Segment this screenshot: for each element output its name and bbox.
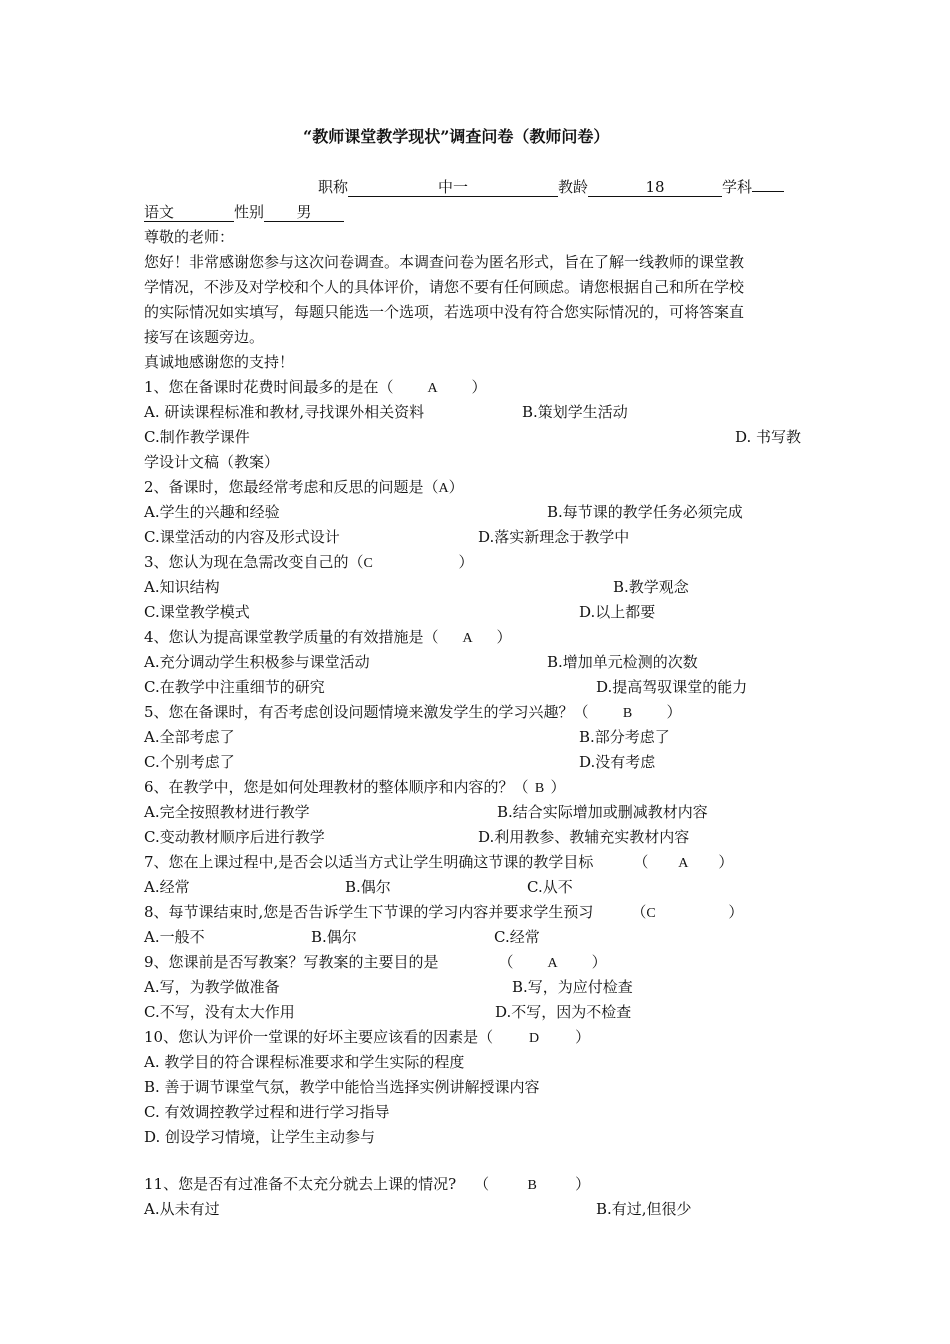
question-7 — [144, 852, 733, 874]
option-d: D. 书写教 — [735, 428, 802, 446]
close-paren: ） — [575, 1028, 591, 1046]
teacher-info-line-2 — [144, 202, 344, 222]
question-text: 3、您认为现在急需改变自己的（ — [144, 553, 364, 571]
question-11 — [144, 1174, 590, 1196]
option-c: C.不写，没有太大作用 — [144, 1003, 295, 1021]
option-a: A.知识结构 — [144, 578, 220, 596]
answer-field[interactable]: C — [646, 906, 656, 921]
option-a: A.完全按照教材进行教学 — [144, 803, 310, 821]
question-text: 4、您认为提高课堂教学质量的有效措施是（ — [144, 628, 439, 646]
years-field[interactable]: 18 — [588, 178, 722, 197]
option-c: C.制作教学课件 — [144, 428, 250, 446]
option-c: C.课堂教学模式 — [144, 603, 250, 621]
subject-label: 学科 — [722, 178, 753, 196]
intro-line: 的实际情况如实填写，每题只能选一个选项，若选项中没有符合您实际情况的，可将答案直 — [144, 303, 745, 321]
gender-field[interactable]: 男 — [264, 203, 344, 222]
open-paren: （ — [474, 1175, 490, 1193]
question-6 — [144, 777, 566, 799]
answer-field[interactable]: C — [363, 556, 373, 571]
option-c: C.经常 — [494, 928, 540, 946]
years-label: 教龄 — [558, 178, 589, 196]
answer-field[interactable]: A — [462, 631, 473, 646]
option-d: D.提高驾驭课堂的能力 — [596, 678, 748, 696]
option-b: B.部分考虑了 — [579, 728, 670, 746]
question-text: 11、您是否有过准备不太充分就去上课的情况? — [144, 1175, 457, 1193]
option-a: A.写，为教学做准备 — [144, 978, 280, 996]
option-a: A. 研读课程标准和教材,寻找课外相关资料 — [144, 403, 425, 421]
greeting: 尊敬的老师： — [144, 228, 235, 246]
answer-field[interactable]: B — [534, 781, 545, 796]
close-paren: ） — [728, 903, 744, 921]
option-b: B.偶尔 — [311, 928, 357, 946]
teacher-info-line-1 — [318, 177, 784, 197]
answer-field[interactable]: A — [547, 956, 558, 971]
question-2 — [144, 477, 464, 499]
answer-field[interactable]: A — [438, 481, 449, 496]
option-a: A.学生的兴趣和经验 — [144, 503, 280, 521]
question-text: 5、您在备课时，有否考虑创设问题情境来激发学生的学习兴趣？（ — [144, 703, 589, 721]
question-10 — [144, 1027, 590, 1049]
answer-field[interactable]: D — [529, 1031, 540, 1046]
open-paren: （ — [631, 903, 647, 921]
option-c: C.变动教材顺序后进行教学 — [144, 828, 325, 846]
option-c: C.课堂活动的内容及形式设计 — [144, 528, 340, 546]
option-d: D. 创设学习情境，让学生主动参与 — [144, 1128, 376, 1146]
question-8 — [144, 902, 743, 924]
option-a: A.经常 — [144, 878, 190, 896]
answer-field[interactable]: A — [678, 856, 689, 871]
option-a: A.从未有过 — [144, 1200, 220, 1218]
option-d: D.以上都要 — [579, 603, 656, 621]
close-paren: ） — [496, 628, 512, 646]
option-d: D.不写，因为不检查 — [495, 1003, 632, 1021]
option-c: C.在教学中注重细节的研究 — [144, 678, 325, 696]
answer-field[interactable]: A — [427, 381, 438, 396]
option-c: C. 有效调控教学过程和进行学习指导 — [144, 1103, 390, 1121]
intro-line: 学情况，不涉及对学校和个人的具体评价，请您不要有任何顾虑。请您根据自己和所在学校 — [144, 278, 745, 296]
option-b: B.写，为应付检查 — [512, 978, 633, 996]
rank-label: 职称 — [318, 178, 349, 196]
subject-field-underline — [752, 191, 784, 192]
option-d-continued: 学设计文稿（教案） — [144, 453, 280, 471]
option-d: D.没有考虑 — [579, 753, 656, 771]
question-text: 9、您课前是否写教案？写教案的主要目的是 — [144, 953, 439, 971]
close-paren: ） — [458, 553, 474, 571]
question-text: 10、您认为评价一堂课的好坏主要应该看的因素是（ — [144, 1028, 494, 1046]
option-b: B.教学观念 — [613, 578, 689, 596]
close-paren: ） — [471, 378, 487, 396]
question-text: 6、在教学中，您是如何处理教材的整体顺序和内容的？（ — [144, 778, 529, 796]
thanks-line: 真诚地感谢您的支持！ — [144, 353, 295, 371]
close-paren: ） — [666, 703, 682, 721]
option-b: B.有过,但很少 — [596, 1200, 692, 1218]
open-paren: （ — [498, 953, 514, 971]
gender-label: 性别 — [234, 203, 265, 221]
option-a: A.一般不 — [144, 928, 205, 946]
option-a: A.充分调动学生积极参与课堂活动 — [144, 653, 370, 671]
open-paren: （ — [633, 853, 649, 871]
option-c: C.从不 — [527, 878, 573, 896]
intro-line: 接写在该题旁边。 — [144, 328, 265, 346]
question-3 — [144, 552, 474, 574]
question-text: 7、您在上课过程中,是否会以适当方式让学生明确这节课的教学目标 — [144, 853, 594, 871]
option-b: B. 善于调节课堂气氛，教学中能恰当选择实例讲解授课内容 — [144, 1078, 540, 1096]
answer-field[interactable]: B — [527, 1178, 537, 1193]
page-title: “教师课堂教学现状”调查问卷（教师问卷） — [303, 127, 610, 146]
question-text: 1、您在备课时花费时间最多的是在（ — [144, 378, 394, 396]
option-d: D.落实新理念于教学中 — [478, 528, 630, 546]
intro-line: 您好！非常感谢您参与这次问卷调查。本调查问卷为匿名形式，旨在了解一线教师的课堂教 — [144, 253, 745, 271]
question-text: 2、备课时，您最经常考虑和反思的问题是（ — [144, 478, 439, 496]
close-paren: ） — [591, 953, 607, 971]
option-b: B.结合实际增加或删减教材内容 — [497, 803, 708, 821]
close-paren: ） — [575, 1175, 591, 1193]
close-paren: ） — [718, 853, 734, 871]
option-a: A.全部考虑了 — [144, 728, 235, 746]
option-c: C.个别考虑了 — [144, 753, 235, 771]
question-1 — [144, 377, 487, 399]
option-b: B.增加单元检测的次数 — [547, 653, 698, 671]
question-4 — [144, 627, 512, 649]
subject-field[interactable]: 语文 — [144, 203, 234, 222]
close-paren: ） — [448, 478, 464, 496]
option-b: B.每节课的教学任务必须完成 — [547, 503, 743, 521]
question-9 — [144, 952, 607, 974]
option-d: D.利用教参、教辅充实教材内容 — [478, 828, 690, 846]
option-b: B.策划学生活动 — [522, 403, 628, 421]
question-text: 8、每节课结束时,您是否告诉学生下节课的学习内容并要求学生预习 — [144, 903, 594, 921]
answer-field[interactable]: B — [622, 706, 633, 721]
question-5 — [144, 702, 682, 724]
option-b: B.偶尔 — [345, 878, 391, 896]
option-a: A. 教学目的符合课程标准要求和学生实际的程度 — [144, 1053, 465, 1071]
rank-field[interactable]: 中一 — [348, 178, 558, 197]
close-paren: ） — [550, 778, 566, 796]
